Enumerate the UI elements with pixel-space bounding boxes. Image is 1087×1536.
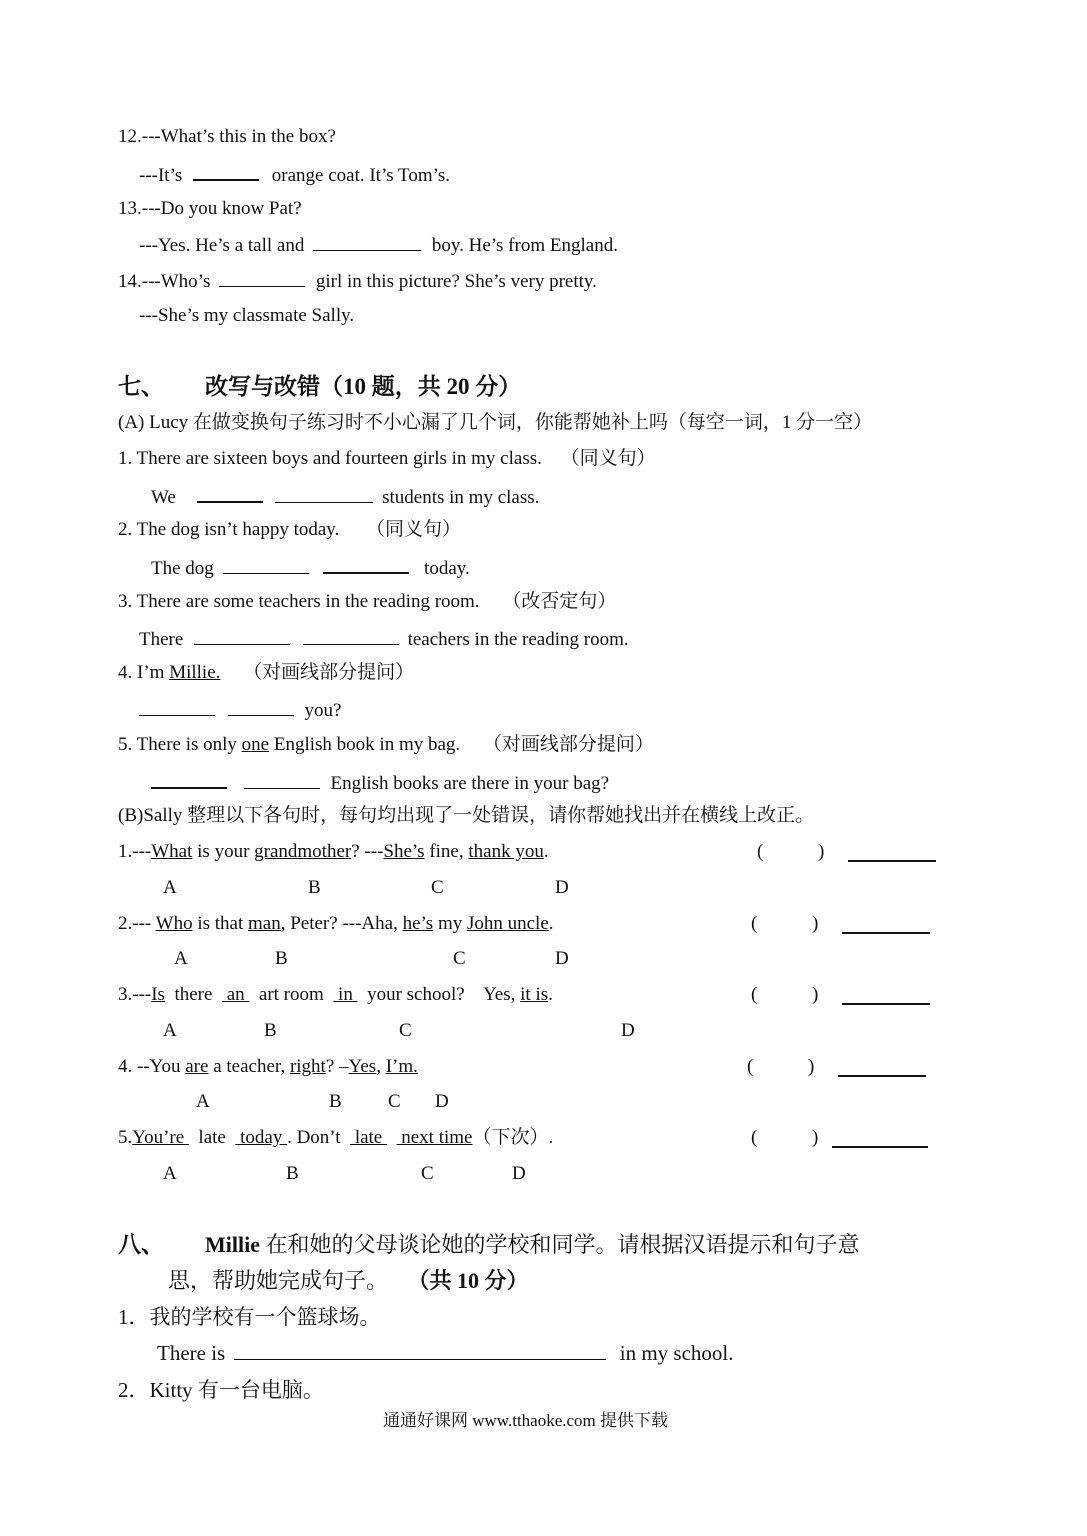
b3-letter-a: A bbox=[163, 1020, 177, 1041]
b3-seg: 3.--- bbox=[118, 984, 152, 1005]
part-a-item-5-question-post: English book in my bag. bbox=[269, 734, 461, 755]
b1-seg: ? --- bbox=[351, 841, 384, 862]
b4-seg: a teacher, bbox=[208, 1056, 290, 1077]
b4-option-c: Yes bbox=[348, 1056, 377, 1077]
part-a-item-3 bbox=[118, 590, 616, 614]
part-a-item-3-post: teachers in the reading room. bbox=[407, 629, 629, 650]
q13-answer-pre: ---Yes. He’s a tall and bbox=[139, 235, 305, 256]
part-a-item-2-note: （同义句） bbox=[366, 519, 462, 540]
b4-option-d: I’m. bbox=[385, 1056, 418, 1077]
q14-blank[interactable] bbox=[219, 268, 305, 287]
b3-letter-d: D bbox=[621, 1020, 635, 1041]
b5-letter-b: B bbox=[286, 1163, 299, 1184]
b4-option-a: are bbox=[185, 1056, 209, 1077]
b1-seg: . bbox=[543, 841, 549, 862]
b5-option-a: You’re bbox=[132, 1127, 189, 1148]
b3-paren-right: ) bbox=[812, 984, 819, 1005]
part-a-item-1-note: （同义句） bbox=[560, 448, 656, 469]
b1-seg: is your bbox=[192, 841, 255, 862]
b5-paren-right: ) bbox=[812, 1127, 819, 1148]
b4-seg: 4. --You bbox=[118, 1056, 186, 1077]
b3-paren-left: ( bbox=[751, 984, 758, 1005]
section-8-title bbox=[205, 1230, 860, 1260]
b2-letter-b: B bbox=[275, 948, 288, 969]
b1-letter-b: B bbox=[308, 877, 321, 898]
part-a-item-5-blank-1[interactable] bbox=[151, 769, 227, 789]
question-12-answer bbox=[139, 161, 450, 188]
part-a-item-2-pre: The dog bbox=[151, 558, 214, 579]
part-a-item-1 bbox=[118, 447, 656, 471]
part-a-item-5-answer bbox=[151, 769, 609, 796]
b3-option-c: in bbox=[333, 984, 358, 1005]
b4-letter-c: C bbox=[388, 1091, 401, 1112]
b1-letter-c: C bbox=[431, 877, 444, 898]
b5-letter-c: C bbox=[421, 1163, 434, 1184]
question-13-answer bbox=[139, 232, 618, 258]
section-8-title-line-2 bbox=[168, 1266, 529, 1296]
b2-seg: 2.--- bbox=[118, 913, 156, 934]
section-7-title: 改写与改错（10 题，共 20 分） bbox=[205, 374, 522, 399]
b5-letter-a: A bbox=[163, 1163, 177, 1184]
section-8-item-1-answer bbox=[157, 1341, 733, 1365]
b2-option-d: John uncle bbox=[466, 913, 549, 934]
b3-seg: there bbox=[164, 984, 222, 1005]
section-8-title-line2-text: 思，帮助她完成句子。 bbox=[168, 1268, 389, 1293]
question-12-prompt: 12.---What’s this in the box? bbox=[118, 126, 336, 147]
part-a-item-2-answer bbox=[151, 554, 470, 581]
part-a-item-1-blank-2[interactable] bbox=[275, 484, 373, 503]
b2-letter-c: C bbox=[453, 948, 466, 969]
b2-paren-right: ) bbox=[812, 913, 819, 934]
part-a-item-3-blank-1[interactable] bbox=[194, 626, 290, 645]
b5-option-c: late bbox=[350, 1127, 387, 1148]
part-a-item-2-post: today. bbox=[424, 558, 470, 579]
q12-blank[interactable] bbox=[193, 161, 259, 181]
b2-seg: . bbox=[548, 913, 554, 934]
part-a-item-2-blank-1[interactable] bbox=[223, 555, 309, 574]
b3-letter-b: B bbox=[264, 1020, 277, 1041]
footer-source: 通通好课网 www.tthaoke.com 提供下载 bbox=[383, 1411, 669, 1430]
b5-seg: late bbox=[188, 1127, 236, 1148]
part-a-item-4-blank-1[interactable] bbox=[139, 697, 215, 716]
section-8-title-name: Millie bbox=[205, 1232, 260, 1257]
section-7-number: 七、 bbox=[118, 374, 164, 399]
b2-paren-left: ( bbox=[751, 913, 758, 934]
b1-option-b: grandmother bbox=[254, 841, 352, 862]
b2-option-c: he’s bbox=[402, 913, 434, 934]
part-a-item-5-post: English books are there in your bag? bbox=[330, 773, 610, 794]
part-b-sentence-2 bbox=[118, 912, 554, 936]
b5-seg: （下次）. bbox=[472, 1127, 554, 1148]
section-8-item-1-post: in my school. bbox=[619, 1341, 734, 1365]
b2-seg: my bbox=[433, 913, 467, 934]
b4-letter-a: A bbox=[196, 1091, 210, 1112]
b1-seg: 1.--- bbox=[118, 841, 152, 862]
part-a-item-1-answer bbox=[151, 483, 539, 510]
part-b-intro: (B)Sally 整理以下各句时，每句均出现了一处错误，请你帮她找出并在横线上改正。 bbox=[118, 805, 815, 826]
b1-letter-a: A bbox=[163, 877, 177, 898]
part-a-item-5-note: （对画线部分提问） bbox=[482, 734, 654, 755]
part-a-item-2 bbox=[118, 518, 461, 542]
part-a-item-5-blank-2[interactable] bbox=[244, 770, 320, 789]
part-a-item-2-blank-2[interactable] bbox=[323, 554, 409, 574]
b2-option-b: man bbox=[248, 913, 281, 934]
question-13-prompt: 13.---Do you know Pat? bbox=[118, 198, 302, 219]
part-a-item-4-post: you? bbox=[304, 700, 342, 721]
section-8-score: （共 10 分） bbox=[407, 1268, 529, 1293]
part-a-item-1-pre: We bbox=[151, 487, 176, 508]
section-8-title-rest: 在和她的父母谈论她的学校和同学。请根据汉语提示和句子意 bbox=[259, 1232, 860, 1257]
b2-correction-line[interactable] bbox=[842, 932, 930, 934]
q14-post: girl in this picture? She’s very pretty. bbox=[315, 271, 597, 292]
part-a-item-2-question: 2. The dog isn’t happy today. bbox=[118, 519, 340, 540]
section-8-item-1-pre: There is bbox=[157, 1341, 226, 1365]
part-a-item-3-blank-2[interactable] bbox=[303, 626, 399, 645]
b1-seg: fine, bbox=[424, 841, 469, 862]
b1-correction-line[interactable] bbox=[848, 860, 936, 862]
section-8-number: 八、 bbox=[118, 1232, 164, 1257]
b4-paren-left: ( bbox=[747, 1056, 754, 1077]
part-a-item-3-note: （改否定句） bbox=[502, 591, 617, 612]
part-a-item-5 bbox=[118, 733, 654, 757]
q12-answer-pre: ---It’s bbox=[139, 165, 183, 186]
b1-paren-left: ( bbox=[757, 841, 764, 862]
b2-letter-a: A bbox=[174, 948, 188, 969]
b4-seg: ? – bbox=[325, 1056, 349, 1077]
b5-correction-line[interactable] bbox=[832, 1146, 928, 1148]
b2-seg: , Peter? ---Aha, bbox=[280, 913, 403, 934]
part-a-item-5-question-pre: 5. There is only bbox=[118, 734, 242, 755]
b4-letter-d: D bbox=[435, 1091, 449, 1112]
part-a-item-3-pre: There bbox=[139, 629, 184, 650]
b5-option-d: next time bbox=[396, 1127, 473, 1148]
b1-letter-d: D bbox=[555, 877, 569, 898]
b2-letter-d: D bbox=[555, 948, 569, 969]
q12-answer-post: orange coat. It’s Tom’s. bbox=[271, 165, 451, 186]
b5-option-b: today bbox=[235, 1127, 288, 1148]
part-a-item-4-answer bbox=[139, 697, 341, 723]
question-14-prompt bbox=[118, 268, 597, 294]
q14-pre: 14.---Who’s bbox=[118, 271, 211, 292]
b3-seg: art room bbox=[249, 984, 334, 1005]
b2-seg: is that bbox=[192, 913, 248, 934]
b5-seg bbox=[387, 1127, 397, 1148]
part-a-item-1-post: students in my class. bbox=[382, 487, 540, 508]
part-a-item-3-answer bbox=[139, 626, 629, 652]
b4-letter-b: B bbox=[329, 1091, 342, 1112]
section-8-item-1-blank[interactable] bbox=[234, 1341, 606, 1360]
b4-correction-line[interactable] bbox=[838, 1075, 926, 1077]
part-a-item-4-note: （对画线部分提问） bbox=[243, 662, 415, 683]
section-8-item-1-cn: 1．我的学校有一个篮球场。 bbox=[118, 1305, 381, 1329]
b1-paren-right: ) bbox=[818, 841, 825, 862]
q13-blank[interactable] bbox=[313, 232, 421, 251]
b5-seg: 5. bbox=[118, 1127, 133, 1148]
b1-option-a: What bbox=[151, 841, 193, 862]
part-a-item-1-blank-1[interactable] bbox=[197, 483, 263, 503]
b3-letter-c: C bbox=[399, 1020, 412, 1041]
q13-answer-post: boy. He’s from England. bbox=[431, 235, 618, 256]
part-b-sentence-1 bbox=[118, 840, 549, 864]
part-a-item-3-question: 3. There are some teachers in the reading room. bbox=[118, 591, 480, 612]
b1-option-c: She’s bbox=[383, 841, 425, 862]
part-a-item-4 bbox=[118, 661, 414, 685]
b3-option-a: Is bbox=[151, 984, 165, 1005]
part-a-item-4-underlined: Millie. bbox=[169, 662, 221, 683]
b4-option-b: right bbox=[289, 1056, 326, 1077]
b5-seg: . Don’t bbox=[287, 1127, 351, 1148]
b5-letter-d: D bbox=[512, 1163, 526, 1184]
b4-paren-right: ) bbox=[808, 1056, 815, 1077]
part-a-item-1-question: 1. There are sixteen boys and fourteen girls in my class. bbox=[118, 448, 542, 469]
part-b-sentence-5 bbox=[118, 1126, 553, 1150]
b3-seg: your school? Yes, bbox=[357, 984, 521, 1005]
b2-option-a: Who bbox=[155, 913, 193, 934]
b3-option-b: an bbox=[221, 984, 250, 1005]
part-a-intro: (A) Lucy 在做变换句子练习时不小心漏了几个词，你能帮她补上吗（每空一词，1 分一空） bbox=[118, 412, 873, 433]
b1-option-d: thank you bbox=[468, 841, 544, 862]
question-14-answer: ---She’s my classmate Sally. bbox=[139, 305, 355, 326]
part-a-item-5-underlined: one bbox=[241, 734, 270, 755]
part-a-item-4-question: 4. I’m bbox=[118, 662, 170, 683]
b5-paren-left: ( bbox=[751, 1127, 758, 1148]
b3-option-d: it is bbox=[520, 984, 549, 1005]
b3-seg: . bbox=[548, 984, 553, 1005]
part-b-sentence-3 bbox=[118, 983, 553, 1007]
b4-seg: , bbox=[376, 1056, 386, 1077]
part-b-sentence-4 bbox=[118, 1055, 418, 1079]
section-8-item-2-cn: 2．Kitty 有一台电脑。 bbox=[118, 1378, 324, 1402]
part-a-item-4-blank-2[interactable] bbox=[228, 697, 294, 716]
b3-correction-line[interactable] bbox=[842, 1003, 930, 1005]
